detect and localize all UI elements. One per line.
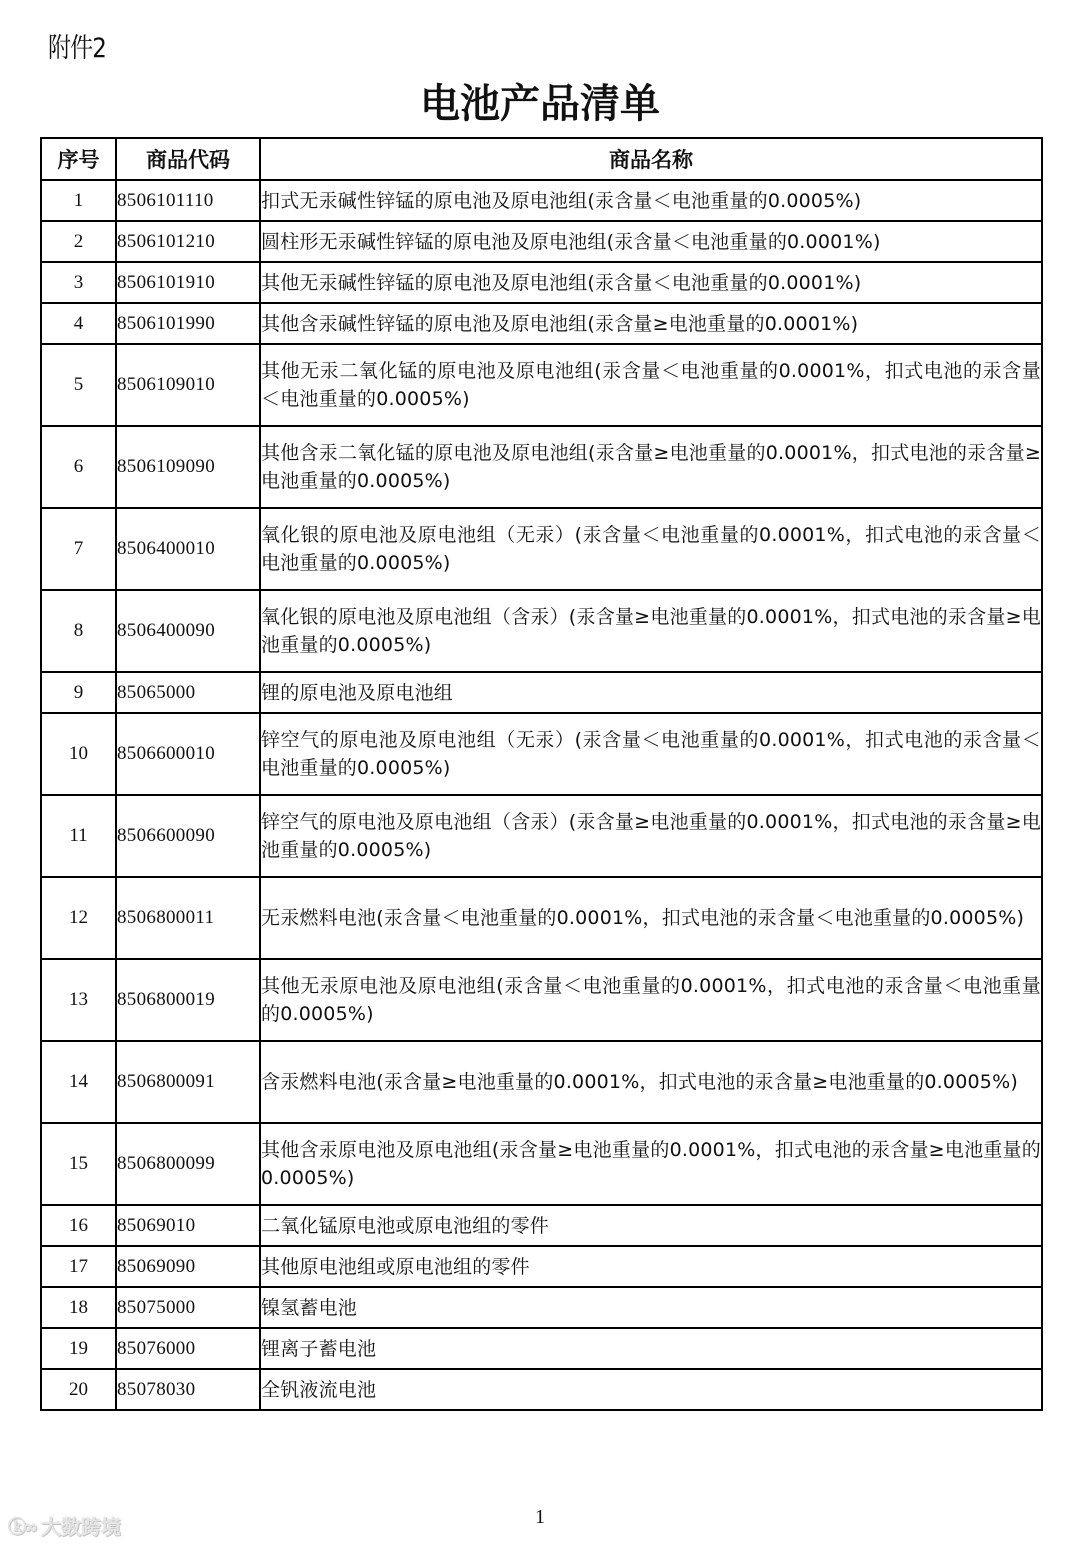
row-number: 6: [41, 426, 116, 508]
product-code: 8506400090: [116, 590, 260, 672]
product-name: 其他无汞碱性锌锰的原电池及原电池组(汞含量＜电池重量的0.0001%): [260, 262, 1042, 303]
product-code: 85076000: [116, 1328, 260, 1369]
watermark-text: 大数跨境: [41, 1515, 121, 1539]
product-code: 85065000: [116, 672, 260, 713]
product-name: 其他无汞二氧化锰的原电池及原电池组(汞含量＜电池重量的0.0001%，扣式电池的汞含量＜电池重量的0.0005%): [260, 344, 1042, 426]
product-code: 8506600090: [116, 795, 260, 877]
row-number: 17: [41, 1246, 116, 1287]
row-number: 13: [41, 959, 116, 1041]
product-name: 锌空气的原电池及原电池组（无汞）(汞含量＜电池重量的0.0001%，扣式电池的汞含量＜电池重量的0.0005%): [260, 713, 1042, 795]
row-number: 20: [41, 1369, 116, 1410]
page-title: 电池产品清单: [420, 81, 660, 127]
page-number: 1: [535, 1506, 545, 1528]
product-name: 含汞燃料电池(汞含量≥电池重量的0.0001%，扣式电池的汞含量≥电池重量的0.0005%): [260, 1041, 1042, 1123]
table-row: [41, 508, 1042, 590]
product-code: 8506101110: [116, 180, 260, 221]
row-number: 4: [41, 303, 116, 344]
product-code: 8506101210: [116, 221, 260, 262]
product-code: 8506400010: [116, 508, 260, 590]
row-number: 8: [41, 590, 116, 672]
product-code: 85069010: [116, 1205, 260, 1246]
table-row: [41, 262, 1042, 303]
table-row: [41, 795, 1042, 877]
row-number: 15: [41, 1123, 116, 1205]
product-name: 锂离子蓄电池: [260, 1328, 1042, 1369]
product-name: 圆柱形无汞碱性锌锰的原电池及原电池组(汞含量＜电池重量的0.0001%): [260, 221, 1042, 262]
product-name: 锌空气的原电池及原电池组（含汞）(汞含量≥电池重量的0.0001%，扣式电池的汞含量≥电池重量的0.0005%): [260, 795, 1042, 877]
watermark-logo-icon: ⓚ∞: [8, 1516, 35, 1538]
table-row: [41, 180, 1042, 221]
product-code: 85069090: [116, 1246, 260, 1287]
row-number: 16: [41, 1205, 116, 1246]
product-code: 8506800011: [116, 877, 260, 959]
product-code: 8506800091: [116, 1041, 260, 1123]
table-row: [41, 303, 1042, 344]
row-number: 10: [41, 713, 116, 795]
table-row: [41, 959, 1042, 1041]
table-row: [41, 590, 1042, 672]
product-name: 其他无汞原电池及原电池组(汞含量＜电池重量的0.0001%，扣式电池的汞含量＜电池重量的0.0005%): [260, 959, 1042, 1041]
row-number: 7: [41, 508, 116, 590]
row-number: 3: [41, 262, 116, 303]
table-row: [41, 1205, 1042, 1246]
column-header-code: 商品代码: [116, 138, 260, 180]
product-name: 扣式无汞碱性锌锰的原电池及原电池组(汞含量＜电池重量的0.0005%): [260, 180, 1042, 221]
product-name: 镍氢蓄电池: [260, 1287, 1042, 1328]
product-code: 8506101910: [116, 262, 260, 303]
product-name: 氧化银的原电池及原电池组（无汞）(汞含量＜电池重量的0.0001%，扣式电池的汞含量＜电池重量的0.0005%): [260, 508, 1042, 590]
table-row: [41, 1369, 1042, 1410]
table-row: [41, 426, 1042, 508]
product-code: 85075000: [116, 1287, 260, 1328]
product-name: 二氧化锰原电池或原电池组的零件: [260, 1205, 1042, 1246]
product-name: 其他原电池组或原电池组的零件: [260, 1246, 1042, 1287]
table-row: [41, 1123, 1042, 1205]
row-number: 19: [41, 1328, 116, 1369]
product-name: 氧化银的原电池及原电池组（含汞）(汞含量≥电池重量的0.0001%，扣式电池的汞含量≥电池重量的0.0005%): [260, 590, 1042, 672]
row-number: 1: [41, 180, 116, 221]
table-row: [41, 1287, 1042, 1328]
row-number: 5: [41, 344, 116, 426]
product-code: 85078030: [116, 1369, 260, 1410]
product-name: 其他含汞碱性锌锰的原电池及原电池组(汞含量≥电池重量的0.0001%): [260, 303, 1042, 344]
column-header-no: 序号: [41, 138, 116, 180]
table-row: [41, 1328, 1042, 1369]
product-code: 8506800019: [116, 959, 260, 1041]
table-row: [41, 344, 1042, 426]
battery-product-table: [40, 137, 1043, 1411]
row-number: 11: [41, 795, 116, 877]
product-name: 全钒液流电池: [260, 1369, 1042, 1410]
product-code: 8506109010: [116, 344, 260, 426]
product-name: 其他含汞原电池及原电池组(汞含量≥电池重量的0.0001%，扣式电池的汞含量≥电池重量的0.0005%): [260, 1123, 1042, 1205]
product-name: 无汞燃料电池(汞含量＜电池重量的0.0001%，扣式电池的汞含量＜电池重量的0.0005%): [260, 877, 1042, 959]
product-code: 8506600010: [116, 713, 260, 795]
table-row: [41, 221, 1042, 262]
row-number: 14: [41, 1041, 116, 1123]
product-name: 其他含汞二氧化锰的原电池及原电池组(汞含量≥电池重量的0.0001%，扣式电池的汞含量≥电池重量的0.0005%): [260, 426, 1042, 508]
product-code: 8506101990: [116, 303, 260, 344]
table-row: [41, 1246, 1042, 1287]
row-number: 18: [41, 1287, 116, 1328]
table-header-row: [41, 138, 1042, 180]
row-number: 9: [41, 672, 116, 713]
table-row: [41, 877, 1042, 959]
table-row: [41, 1041, 1042, 1123]
row-number: 12: [41, 877, 116, 959]
product-code: 8506800099: [116, 1123, 260, 1205]
table-row: [41, 672, 1042, 713]
attachment-label: 附件2: [48, 33, 106, 64]
product-name: 锂的原电池及原电池组: [260, 672, 1042, 713]
table-row: [41, 713, 1042, 795]
product-code: 8506109090: [116, 426, 260, 508]
column-header-name: 商品名称: [260, 138, 1042, 180]
row-number: 2: [41, 221, 116, 262]
